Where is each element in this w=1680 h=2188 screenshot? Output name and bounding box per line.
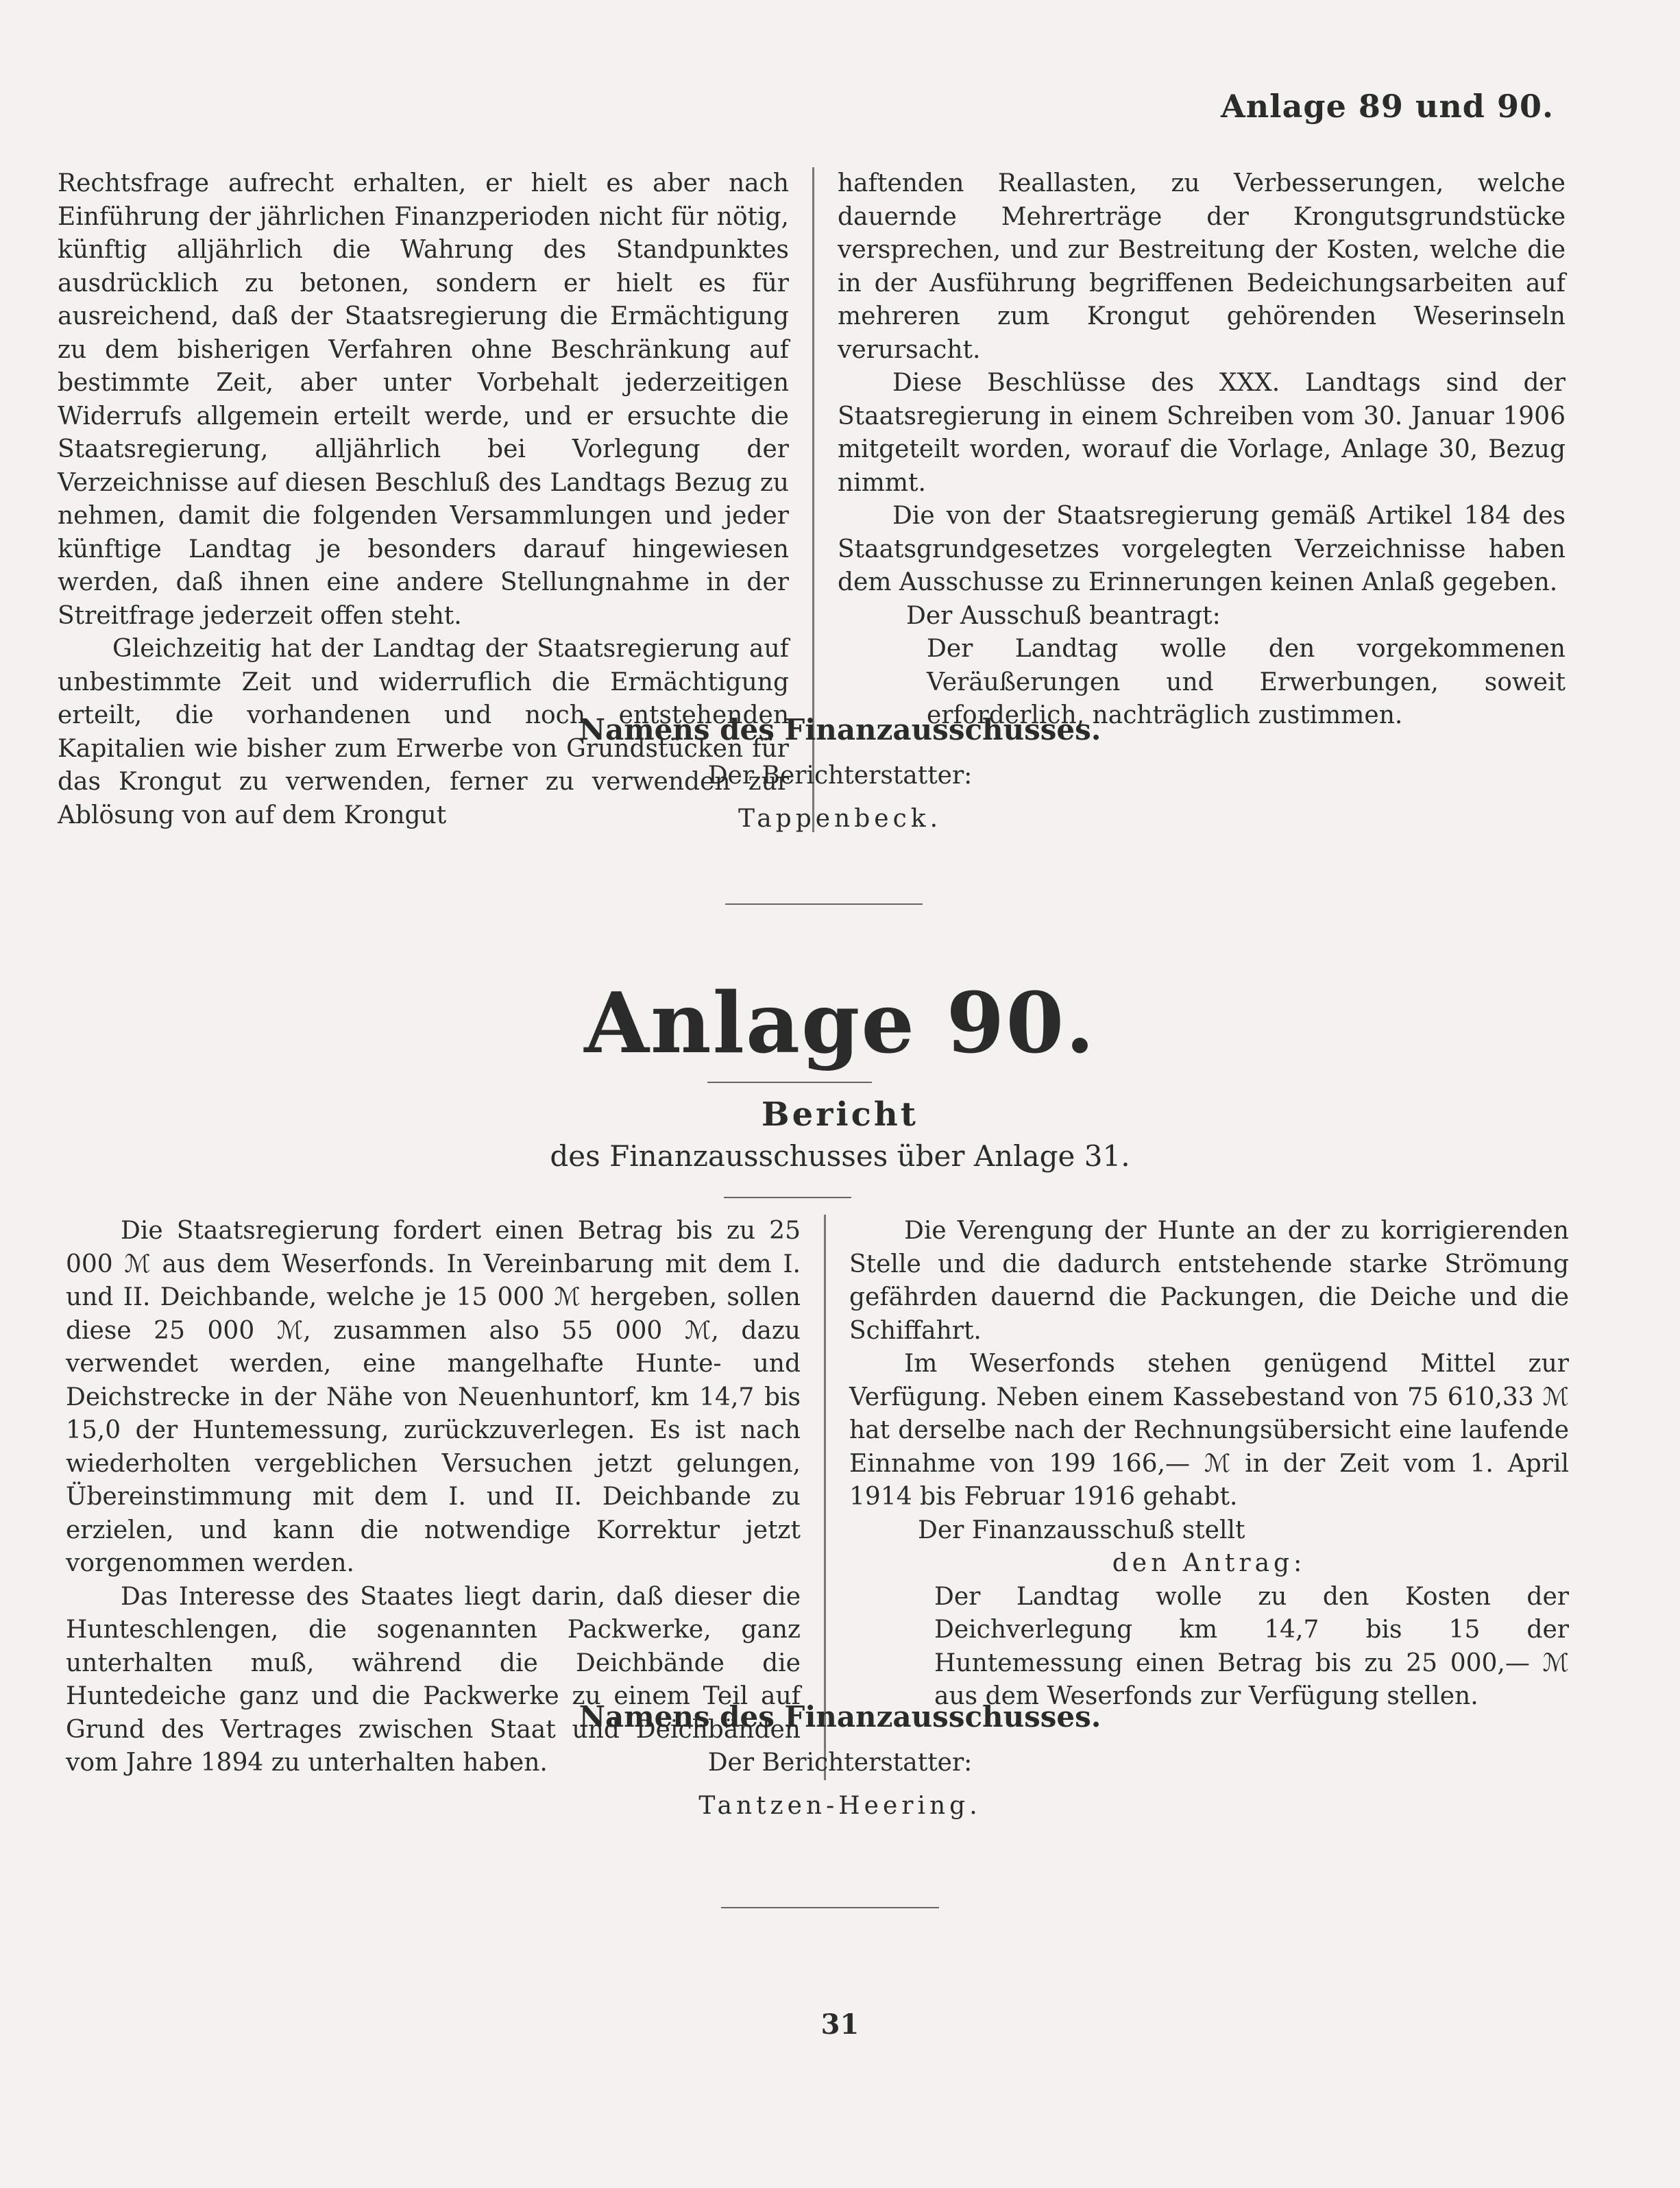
- paragraph: Die Staatsregierung fordert einen Betrag bis zu 25 000 ℳ aus dem Weserfonds. In Vereinbarung mit dem I. und II. Deichbande, welche je 15 000 ℳ hergeben, sollen diese 25 000 ℳ, zusammen also 55 000 ℳ, dazu verwendet werden, eine mangelhafte Hunte- und Deichstrecke in der Nähe von Neuenhuntorf, km 14,7 bis 15,0 der Huntemessung, zurückzuverlegen. Es ist nach wiederholten vergeblichen Versuchen jetzt gelungen, Übereinstimmung mit dem I. und II. Deichbande zu erzielen, und kann die notwendige Korrektur jetzt vorgenommen werden.: [66, 1217, 801, 1577]
- running-header: Anlage 89 und 90.: [1221, 88, 1554, 125]
- motion-label: Der Ausschuß beantragt:: [906, 601, 1221, 630]
- paragraph: Diese Beschlüsse des XXX. Landtags sind der Staatsregierung in einem Schreiben vom 30. Januar 1906 mitgeteilt worden, worauf die Vorlage, Anlage 30, Bezug nimmt.: [838, 369, 1566, 497]
- anlage90-columns: [66, 1215, 1574, 1780]
- column-divider: [824, 1215, 826, 1780]
- title-rule: [707, 1082, 872, 1083]
- motion-label: den Antrag:: [1112, 1549, 1306, 1577]
- subtitle-rule: [724, 1197, 851, 1198]
- motion-text: Der Landtag wolle den vorgekommenen Veräußerungen und Erwerbungen, soweit erforderlich, nachträglich zustimmen.: [927, 635, 1566, 729]
- paragraph: Das Interesse des Staates liegt darin, daß dieser die Hunteschlengen, die sogenannten Packwerke, ganz unterhalten muß, während die Deichbände die Huntedeiche ganz und die Packwerke zu einem Teil auf Grund des Vertrages zwischen Staat und Deichbänden vom Jahre 1894 zu unterhalten haben.: [66, 1582, 801, 1777]
- divider-rule: [721, 1907, 939, 1908]
- anlage90-left-column: [66, 1215, 801, 1780]
- anlage90-right-column: [849, 1215, 1569, 1780]
- paragraph: haftenden Reallasten, zu Verbesserungen, welche dauernde Mehrerträge der Krongutsgrundstücke versprechen, und zur Bestreitung der Kosten, welche die in der Ausführung begriffenen Bedeichungsarbeiten auf mehreren zum Krongut gehörenden Weserinseln verursacht.: [838, 169, 1566, 364]
- signature-title: Namens des Finanzausschusses.: [579, 1700, 1101, 1734]
- paragraph: Rechtsfrage aufrecht erhalten, er hielt es aber nach Einführung der jährlichen Finanzperioden nicht für nötig, künftig alljährlich die Wahrung des Standpunktes ausdrücklich zu betonen, sondern er hielt es für ausreichend, daß der Staatsregierung die Ermächtigung zu dem bisherigen Verfahren ohne Beschränkung auf bestimmte Zeit, aber unter Vorbehalt jederzeitigen Widerrufs allgemein erteilt werde, und er ersuchte die Staatsregierung, alljährlich bei Vorlegung der Verzeichnisse auf diesen Beschluß des Landtags Bezug zu nehmen, damit die folgenden Versammlungen und jeder künftige Landtag je besonders darauf hingewiesen werden, daß ihnen eine andere Stellungnahme in der Streitfrage jederzeit offen steht.: [58, 169, 789, 630]
- paragraph: Im Weserfonds stehen genügend Mittel zur Verfügung. Neben einem Kassebestand von 75 610,33 ℳ hat derselbe nach der Rechnungsübersicht eine laufende Einnahme von 199 166,— ℳ in der Zeit vom 1. April 1914 bis Februar 1916 gehabt.: [849, 1350, 1569, 1511]
- motion-text: Der Landtag wolle zu den Kosten der Deichverlegung km 14,7 bis 15 der Huntemessung einen Betrag bis zu 25 000,— ℳ aus dem Weserfonds zur Verfügung stellen.: [934, 1582, 1569, 1710]
- divider-rule: [725, 903, 923, 905]
- signature-role: Der Berichterstatter:: [707, 762, 973, 790]
- anlage89-signature: [0, 713, 1680, 833]
- signature-name: Tantzen-Heering.: [698, 1792, 982, 1820]
- anlage90-title: Anlage 90.: [584, 973, 1096, 1072]
- signature-role: Der Berichterstatter:: [707, 1749, 973, 1777]
- anlage90-subtitle: Bericht: [762, 1095, 918, 1134]
- page-number: 31: [820, 2008, 860, 2041]
- paragraph: Die Verengung der Hunte an der zu korrigierenden Stelle und die dadurch entstehende starke Strömung gefährden dauernd die Packungen, die Deiche und die Schiffahrt.: [849, 1217, 1569, 1345]
- anlage90-subtitle2: des Finanzausschusses über Anlage 31.: [550, 1139, 1130, 1173]
- paragraph: Gleichzeitig hat der Landtag der Staatsregierung auf unbestimmte Zeit und widerruflich die Ermächtigung erteilt, die vorhandenen und noch entstehenden Kapitalien wie bisher zum Erwerbe von Grundstücken für das Krongut zu verwenden, ferner zu verwenden zur Ablösung von auf dem Krongut: [58, 635, 789, 829]
- signature-title: Namens des Finanzausschusses.: [579, 713, 1101, 746]
- anlage90-signature: [0, 1700, 1680, 1820]
- signature-name: Tappenbeck.: [738, 805, 942, 833]
- paragraph: Die von der Staatsregierung gemäß Artikel 184 des Staatsgrundgesetzes vorgelegten Verzeichnisse haben dem Ausschusse zu Erinnerungen keinen Anlaß gegeben.: [838, 502, 1566, 596]
- motion-intro: Der Finanzausschuß stellt: [918, 1516, 1245, 1544]
